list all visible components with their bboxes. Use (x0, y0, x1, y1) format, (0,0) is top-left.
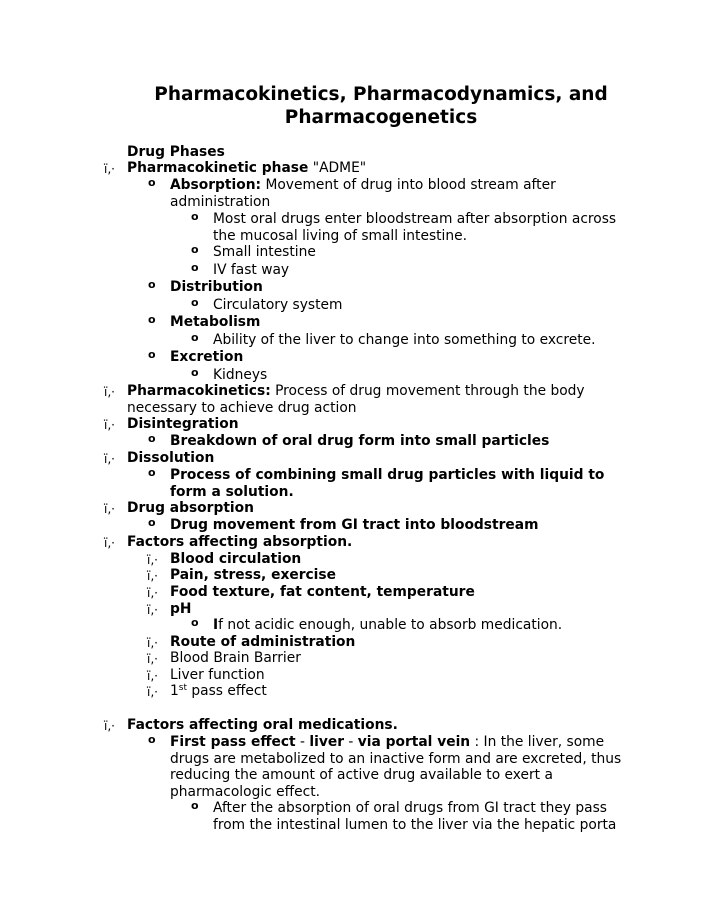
bullet-marker: ï‚· (147, 685, 158, 699)
sub-bullet-marker: o (191, 799, 199, 812)
list-item: Disintegration (127, 416, 239, 432)
sub-bullet-marker: o (148, 516, 156, 529)
list-item: Factors affecting oral medications. (127, 717, 398, 733)
list-item: Distribution (170, 279, 263, 295)
list-item: Food texture, fat content, temperature (170, 584, 475, 600)
list-item: pH (170, 601, 192, 617)
list-item: Dissolution (127, 450, 215, 466)
section-heading: Drug Phases (127, 144, 225, 160)
list-item-continued: the mucosal living of small intestine. (213, 228, 467, 244)
bullet-marker: ï‚· (104, 418, 115, 432)
list-item: Circulatory system (213, 297, 343, 313)
bullet-marker: ï‚· (147, 636, 158, 650)
sub-bullet-marker: o (191, 616, 199, 629)
list-item: Excretion (170, 349, 244, 365)
page-title: Pharmacokinetics, Pharmacodynamics, and Pharmacogenetics (154, 84, 608, 128)
list-item-continued: reducing the amount of active drug available to exert a (170, 767, 553, 783)
list-item: If not acidic enough, unable to absorb medication. (213, 617, 563, 633)
bullet-marker: ï‚· (147, 669, 158, 683)
list-item-continued: necessary to achieve drug action (127, 400, 357, 416)
list-item-continued: administration (170, 194, 271, 210)
list-item: After the absorption of oral drugs from GI tract they pass (213, 800, 607, 816)
sub-bullet-marker: o (148, 278, 156, 291)
list-item: Ability of the liver to change into something to excrete. (213, 332, 596, 348)
list-item: Drug absorption (127, 500, 254, 516)
list-item: Process of combining small drug particles with liquid to (170, 467, 605, 483)
sub-bullet-marker: o (148, 348, 156, 361)
list-item: Metabolism (170, 314, 261, 330)
sub-bullet-marker: o (148, 313, 156, 326)
list-item-continued: form a solution. (170, 484, 294, 500)
sub-bullet-marker: o (191, 243, 199, 256)
list-item: Blood Brain Barrier (170, 650, 301, 666)
list-item: Pain, stress, exercise (170, 567, 336, 583)
list-item-continued: from the intestinal lumen to the liver via the hepatic porta (213, 817, 617, 833)
sub-bullet-marker: o (148, 432, 156, 445)
list-item: Factors affecting absorption. (127, 534, 353, 550)
bullet-marker: ï‚· (147, 652, 158, 666)
bullet-marker: ï‚· (147, 569, 158, 583)
bullet-marker: ï‚· (104, 385, 115, 399)
list-item: Blood circulation (170, 551, 302, 567)
bullet-marker: ï‚· (104, 536, 115, 550)
list-item: Absorption: Movement of drug into blood stream after (170, 177, 556, 193)
list-item: Kidneys (213, 367, 268, 383)
list-item: Small intestine (213, 244, 316, 260)
sub-bullet-marker: o (148, 176, 156, 189)
sub-bullet-marker: o (191, 261, 199, 274)
list-item: IV fast way (213, 262, 290, 278)
bullet-marker: ï‚· (104, 719, 115, 733)
list-item: Liver function (170, 667, 265, 683)
sub-bullet-marker: o (191, 366, 199, 379)
sub-bullet-marker: o (148, 733, 156, 746)
list-item: Drug movement from GI tract into bloodstream (170, 517, 539, 533)
sub-bullet-marker: o (191, 331, 199, 344)
bullet-marker: ï‚· (104, 452, 115, 466)
bullet-marker: ï‚· (147, 603, 158, 617)
list-item: Pharmacokinetic phase "ADME" (127, 160, 367, 176)
list-item-continued: pharmacologic effect. (170, 784, 321, 800)
bullet-marker: ï‚· (147, 553, 158, 567)
list-item: Route of administration (170, 634, 356, 650)
list-item: 1st pass effect (170, 683, 267, 699)
list-item: Most oral drugs enter bloodstream after absorption across (213, 211, 617, 227)
bullet-marker: ï‚· (104, 502, 115, 516)
sub-bullet-marker: o (148, 466, 156, 479)
sub-bullet-marker: o (191, 296, 199, 309)
bullet-marker: ï‚· (147, 586, 158, 600)
sub-bullet-marker: o (191, 210, 199, 223)
list-item-continued: drugs are metabolized to an inactive form and are excreted, thus (170, 751, 622, 767)
list-item: First pass effect - liver - via portal vein : In the liver, some (170, 734, 605, 750)
list-item: Breakdown of oral drug form into small particles (170, 433, 550, 449)
list-item: Pharmacokinetics: Process of drug movement through the body (127, 383, 585, 399)
bullet-marker: ï‚· (104, 162, 115, 176)
